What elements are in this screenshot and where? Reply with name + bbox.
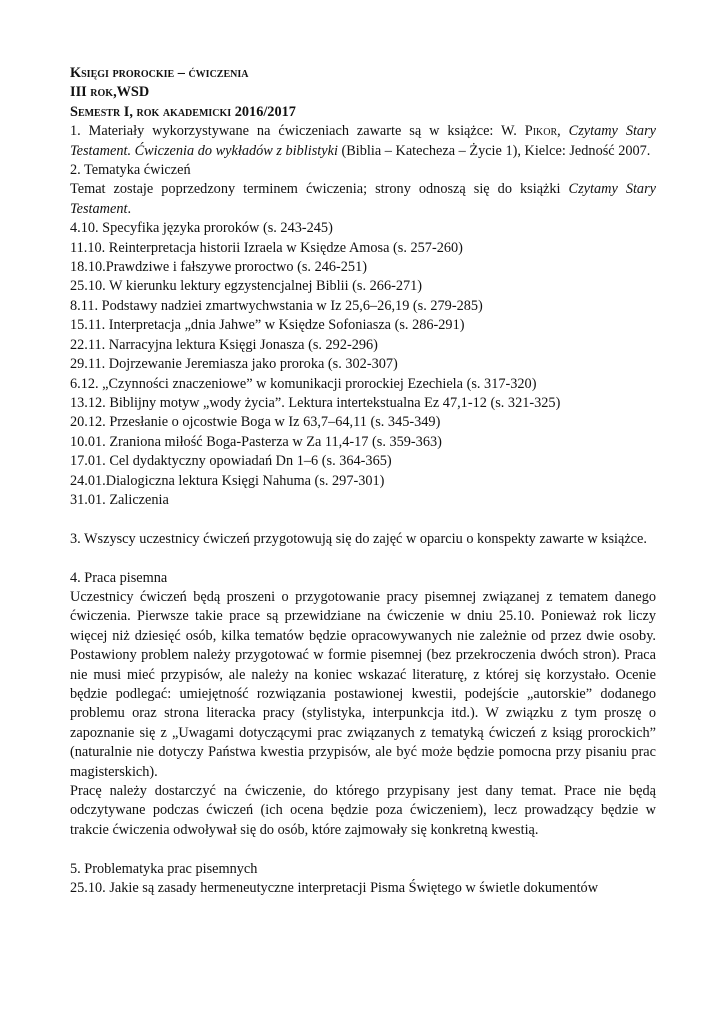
topic-item: 29.11. Dojrzewanie Jeremiasza jako proroka (s. 302-307) [70, 356, 398, 373]
topic-item: 15.11. Interpretacja „dnia Jahwe” w Księdze Sofoniasza (s. 286-291) [70, 317, 465, 334]
topic-list [70, 219, 656, 510]
book-publication: (Biblia – Katecheza – Życie 1), Kielce: Jedność 2007. [337, 142, 651, 159]
topic-item: 6.12. „Czynności znaczeniowe” w komunikacji prorockiej Ezechiela (s. 317-320) [70, 375, 537, 392]
problems-heading: 5. Problematyka prac pisemnych [70, 860, 258, 877]
academic-year-value: 2016/2017 [231, 103, 296, 120]
book-title: Czytamy Stary Testament. Ćwiczenia do wykładów z biblistyki [70, 123, 656, 159]
topic-item: 11.10. Reinterpretacja historii Izraela w Księdze Amosa (s. 257-260) [70, 239, 463, 256]
topic-item: 10.01. Zraniona miłość Boga-Pasterza w Za 11,4-17 (s. 359-363) [70, 433, 442, 450]
spacer [70, 510, 656, 529]
topic-item: 25.10. W kierunku lektury egzystencjalnej Biblii (s. 266-271) [70, 278, 423, 295]
spacer [70, 549, 656, 568]
problem-item: 25.10. Jakie są zasady hermeneutyczne interpretacji Pisma Świętego w świetle dokumentów [70, 880, 599, 897]
year-school: ,WSD [113, 84, 150, 101]
topics-intro-end: . [127, 200, 132, 217]
course-year [70, 83, 656, 102]
year-word: rok [86, 84, 114, 101]
year-roman: III [70, 84, 87, 101]
topics-intro [70, 180, 656, 219]
semester-word: Semestr [70, 103, 121, 120]
topic-item: 4.10. Specyfika języka proroków (s. 243-245) [70, 220, 333, 237]
semester-number: I, [120, 103, 137, 120]
topics-heading: 2. Tematyka ćwiczeń [70, 162, 191, 179]
topic-item: 22.11. Narracyjna lektura Księgi Jonasza (s. 292-296) [70, 336, 378, 353]
document-page [70, 64, 656, 898]
topic-item: 18.10.Prawdziwe i fałszywe proroctwo (s. 246-251) [70, 259, 367, 276]
written-work-paragraph-1: Uczestnicy ćwiczeń będą proszeni o przygotowanie pracy pisemnej związanej z tematem danego ćwiczenia. Pierwsze takie prace są przewidziane na ćwiczenie w dniu 25.10. Ponieważ rok liczy więcej niż dziesięć osób, kilka tematów będzie opracowywanych nie zależnie od przez dwie osoby. Postawiony problem należy przygotować w formie pisemnej (bez przekroczenia dwóch stron). Praca nie musi mieć przypisów, ale należy na koniec wskazać literaturę, z której się korzystało. Ocenie będzie podlegać: umiejętność rozwiązania postawionej kwestii, podejście „autorskie” dodanego problemu oraz strona literacka pracy (stylistyka, interpunkcja itd.). W związku z tym proszę o zapoznanie się z „Uwagami dotyczącymi prac związanych z tematyką ćwiczeń z ksiąg prorockich” (naturalnie nie dotyczy Państwa kwestia przypisów, ale być może będzie pomocna przy pisaniu prac magisterskich). [70, 588, 656, 780]
semester-line [70, 103, 656, 122]
topic-item: 17.01. Cel dydaktyczny opowiadań Dn 1–6 (s. 364-365) [70, 453, 392, 470]
written-work-heading: 4. Praca pisemna [70, 569, 168, 586]
topic-item: 13.12. Biblijny motyw „wody życia”. Lektura intertekstualna Ez 47,1-12 (s. 321-325) [70, 394, 561, 411]
topic-item: 24.01.Dialogiczna lektura Księgi Nahuma (s. 297-301) [70, 472, 385, 489]
materials-paragraph [70, 122, 656, 161]
topic-item: 8.11. Podstawy nadziei zmartwychwstania w Iz 25,6–26,19 (s. 279-285) [70, 297, 483, 314]
topics-intro-book: Czytamy Stary Testament [70, 181, 656, 217]
author-comma: , [557, 123, 569, 140]
materials-intro: 1. Materiały wykorzystywane na ćwiczeniach zawarte są w książce: W. [70, 123, 525, 140]
topic-item: 20.12. Przesłanie o ojcostwie Boga w Iz 63,7–64,11 (s. 345-349) [70, 414, 441, 431]
spacer [70, 840, 656, 859]
topic-item: 31.01. Zaliczenia [70, 491, 169, 508]
preparation-paragraph: 3. Wszyscy uczestnicy ćwiczeń przygotowują się do zajęć w oparciu o konspekty zawarte w książce. [70, 530, 647, 547]
topics-intro-text: Temat zostaje poprzedzony terminem ćwiczenia; strony odnoszą się do książki [70, 181, 569, 198]
academic-year-word: rok akademicki [136, 103, 232, 120]
written-work-paragraph-2: Pracę należy dostarczyć na ćwiczenie, do którego przypisany jest dany temat. Prace nie będą odczytywane podczas ćwiczeń (ich ocena będzie poza ćwiczeniem), lecz prowadzący będzie w trakcie ćwiczenia odwoływał się do osób, które zajmowały się konkretną kwestią. [70, 783, 656, 838]
course-title: Księgi prorockie – ćwiczenia [70, 65, 249, 81]
book-author: Pikor [524, 123, 558, 140]
